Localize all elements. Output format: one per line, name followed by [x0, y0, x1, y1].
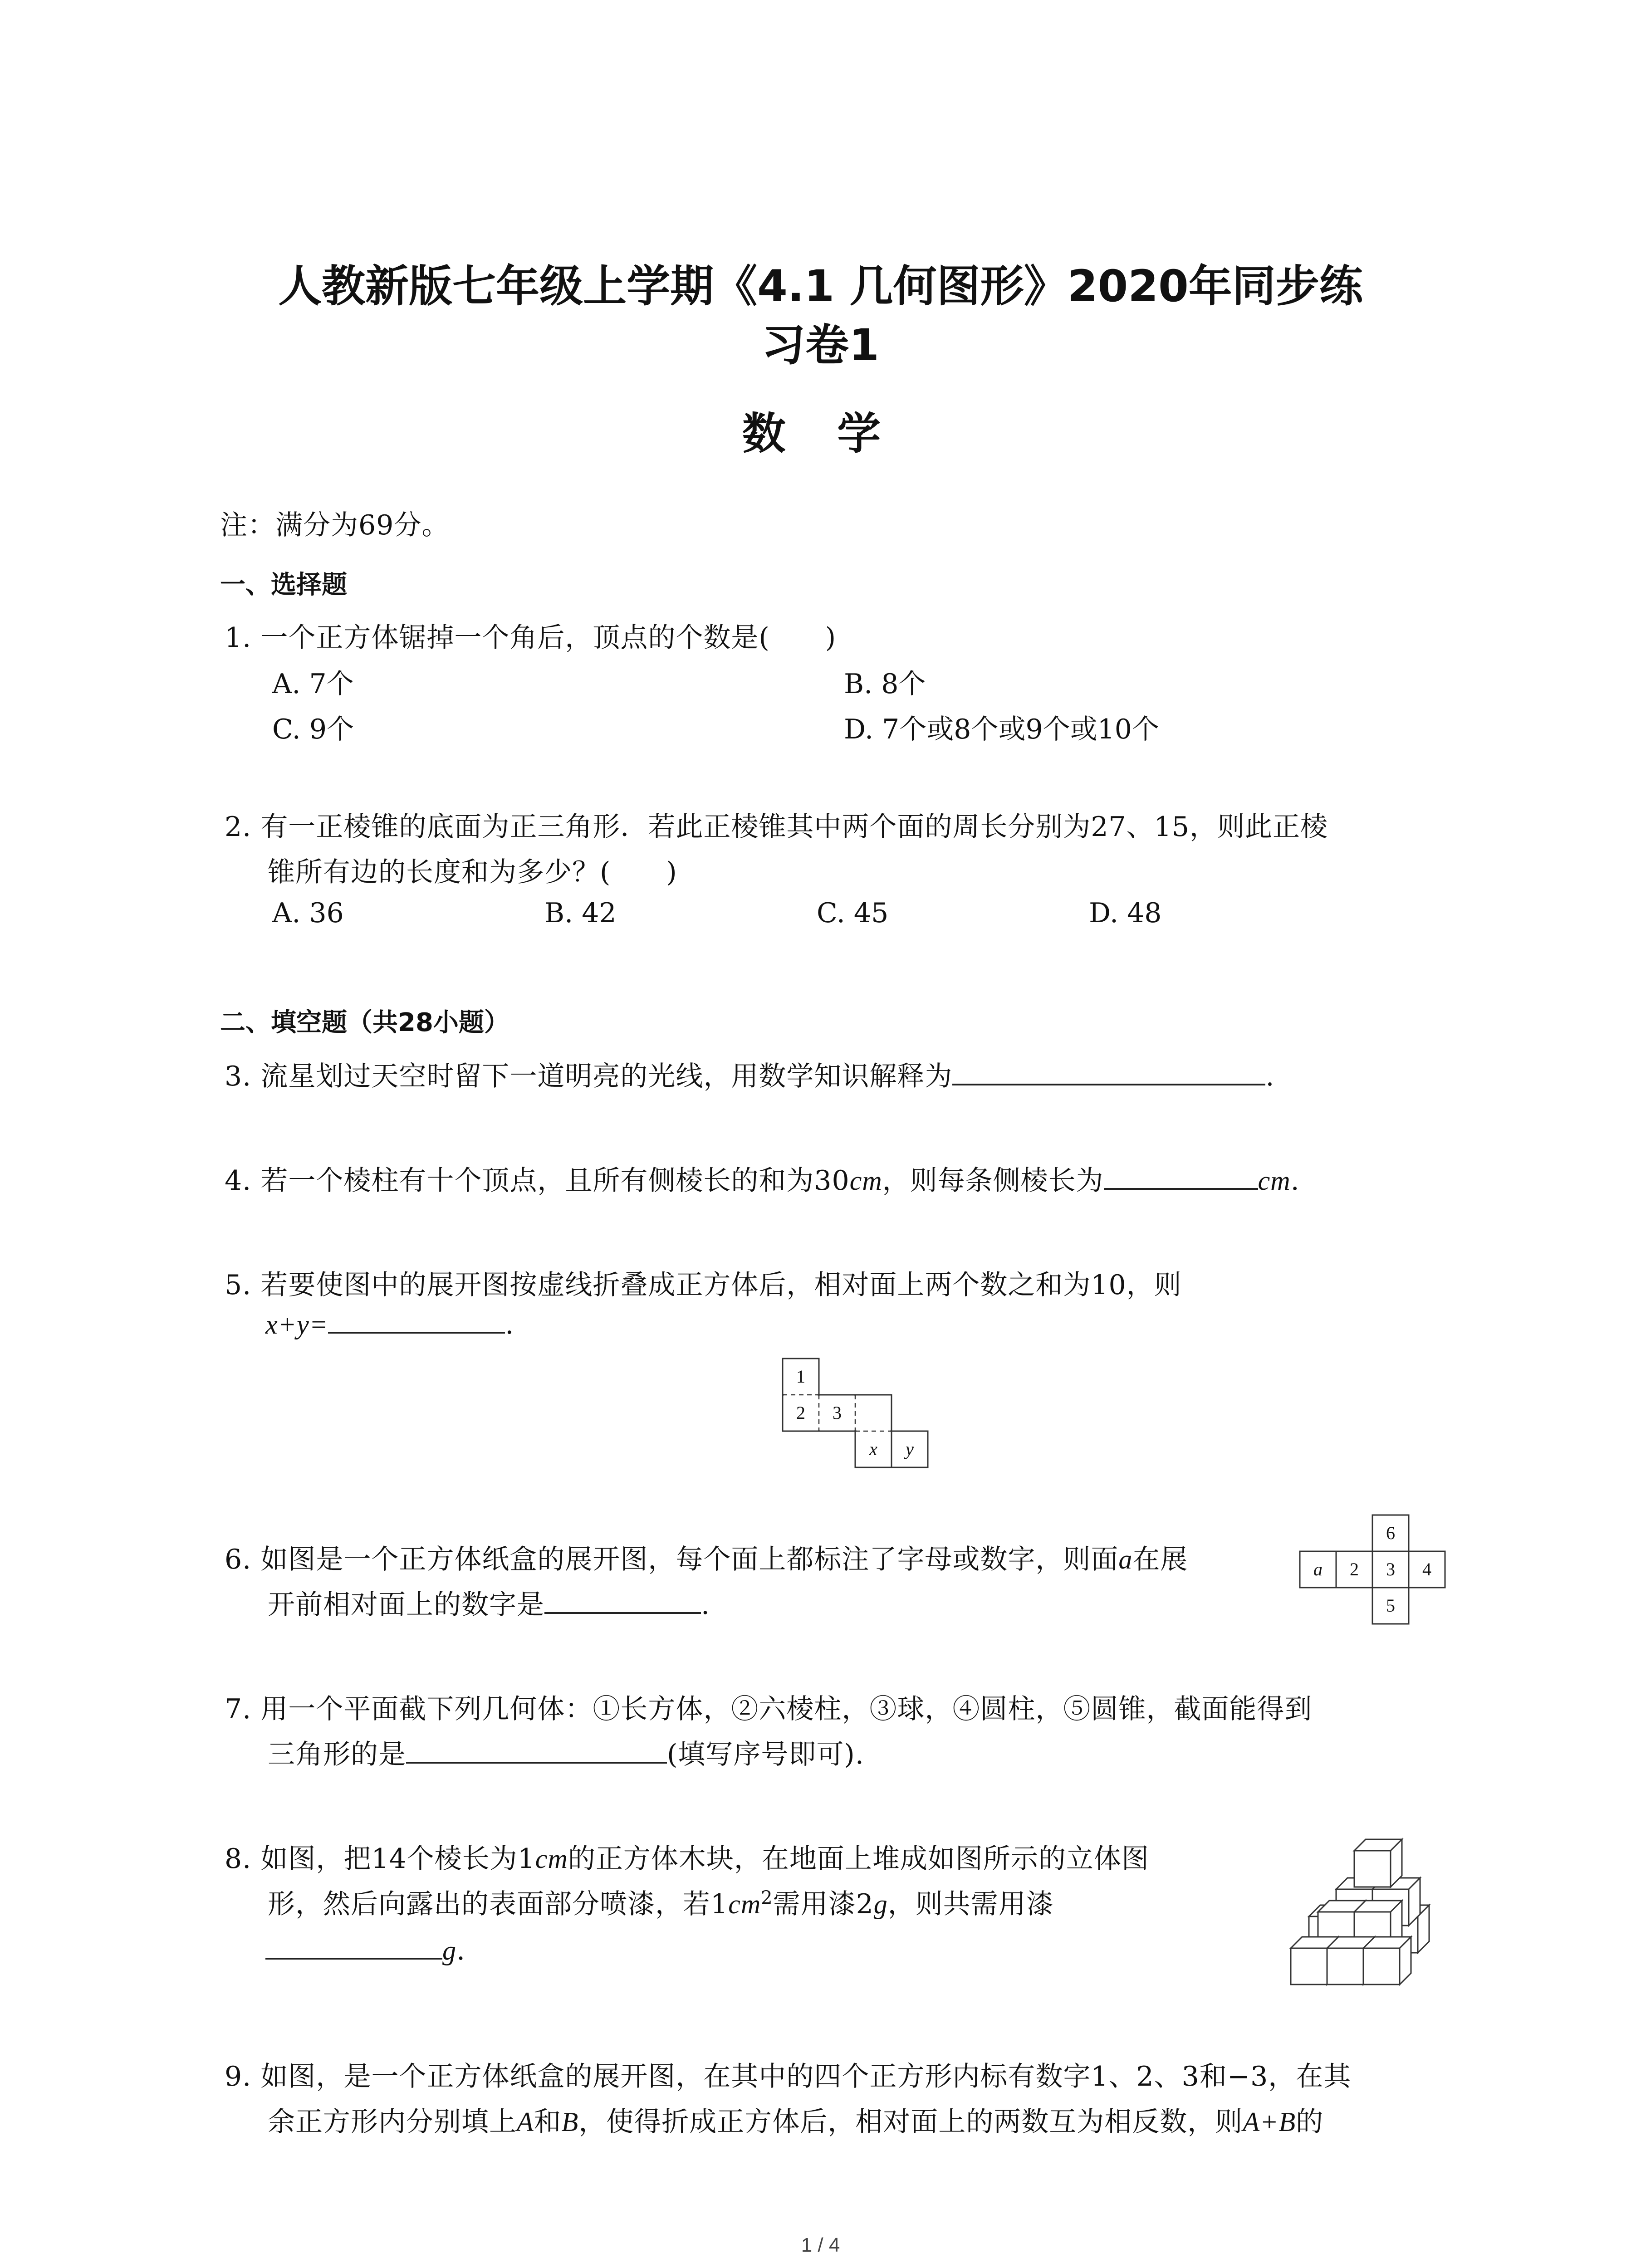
- question-5-cont: [265, 1309, 514, 1340]
- question-text: 需用漆2: [773, 1888, 874, 1920]
- net-label: 5: [1386, 1595, 1395, 1616]
- question-text: ，则共需用漆: [887, 1888, 1054, 1920]
- option-b: B. 42: [544, 897, 617, 929]
- net-label: 3: [833, 1403, 842, 1423]
- question-text: 一个正方体锯掉一个角后，顶点的个数是( ): [260, 622, 837, 654]
- page-title: 人教新版七年级上学期《4.1 几何图形》2020年同步练: [278, 261, 1363, 312]
- net-label: 4: [1422, 1559, 1431, 1579]
- variable-a: a: [1118, 1545, 1133, 1574]
- variable-A: A: [517, 2107, 534, 2137]
- question-text: 如图，是一个正方体纸盒的展开图，在其中的四个正方形内标有数字1、2、3和−3，在其: [260, 2061, 1352, 2092]
- cube-net-figure-q6: [1295, 1513, 1450, 1631]
- question-6: [225, 1538, 1188, 1577]
- question-number: 1.: [225, 622, 252, 654]
- question-8: [225, 1837, 1149, 1876]
- question-number: 3.: [225, 1061, 252, 1092]
- stacked-cubes-figure: [1288, 1833, 1461, 1991]
- question-8-answer-line: [265, 1935, 465, 1966]
- period: .: [701, 1589, 710, 1621]
- net-label: 6: [1386, 1523, 1395, 1543]
- unit-cm: cm: [1258, 1166, 1291, 1196]
- question-text-b: (填写序号即可).: [667, 1739, 864, 1770]
- question-text: 用一个平面截下列几何体：①长方体，②六棱柱，③球，④圆柱，⑤圆锥，截面能得到: [260, 1693, 1313, 1725]
- net-label: x: [869, 1439, 877, 1459]
- section-heading-fill: 二、填空题（共28小题）: [220, 1008, 509, 1037]
- unit-g: g: [442, 1936, 456, 1965]
- answer-blank[interactable]: [1104, 1188, 1258, 1190]
- question-text: 如图，把14个棱长为1: [260, 1843, 535, 1875]
- question-number: 7.: [225, 1693, 252, 1725]
- cube: [1363, 1937, 1411, 1984]
- net-label: 3: [1386, 1559, 1395, 1579]
- question-9: [225, 2055, 1351, 2094]
- cube-net-figure-q5: [780, 1356, 944, 1479]
- period: .: [1290, 1165, 1300, 1197]
- question-text-b: ，则每条侧棱长为: [882, 1165, 1104, 1197]
- question-text: 和: [534, 2106, 562, 2138]
- answer-blank[interactable]: [265, 1957, 442, 1960]
- question-number: 8.: [225, 1843, 252, 1875]
- question-number: 2.: [225, 811, 252, 843]
- net-label: 1: [796, 1366, 805, 1387]
- question-5: [225, 1263, 1182, 1302]
- question-number: 9.: [225, 2061, 252, 2092]
- unit-g: g: [873, 1889, 888, 1919]
- question-text: 如图是一个正方体纸盒的展开图，每个面上都标注了字母或数字，则面: [260, 1544, 1119, 1575]
- option-a: A. 36: [272, 897, 344, 929]
- net-cell: [855, 1395, 892, 1431]
- option-c: C. 9个: [272, 714, 354, 745]
- period: .: [1265, 1061, 1275, 1092]
- question-text-b: 的正方体木块，在地面上堆成如图所示的立体图: [568, 1843, 1149, 1875]
- cube: [1354, 1839, 1402, 1887]
- question-9-cont: [268, 2100, 1323, 2139]
- expression-x-plus-y: x+y=: [265, 1310, 328, 1339]
- score-note: 注：满分为69分。: [220, 509, 450, 541]
- question-number: 4.: [225, 1165, 252, 1197]
- question-text: 形，然后向露出的表面部分喷漆，若1: [268, 1888, 729, 1920]
- question-text: 有一正棱锥的底面为正三角形．若此正棱锥其中两个面的周长分别为27、15，则此正棱: [260, 811, 1328, 843]
- question-7: [225, 1687, 1312, 1726]
- question-text: 三角形的是: [268, 1739, 406, 1770]
- answer-blank[interactable]: [328, 1331, 505, 1334]
- unit-cm: cm: [535, 1844, 568, 1874]
- question-number: 6.: [225, 1544, 252, 1575]
- question-text: 开前相对面上的数字是: [268, 1589, 544, 1621]
- question-7-cont: [268, 1733, 864, 1772]
- option-c: C. 45: [817, 897, 889, 929]
- option-a: A. 7个: [272, 668, 354, 700]
- net-label: 2: [796, 1403, 805, 1423]
- option-d: D. 7个或8个或9个或10个: [844, 714, 1159, 745]
- period: .: [456, 1935, 466, 1966]
- option-d: D. 48: [1089, 897, 1162, 929]
- net-label: a: [1313, 1559, 1323, 1579]
- question-6-cont: [268, 1583, 710, 1622]
- question-text: 若一个棱柱有十个顶点，且所有侧棱长的和为30: [260, 1165, 850, 1197]
- section-heading-choice: 一、选择题: [220, 570, 347, 600]
- unit-cm: cm: [849, 1166, 882, 1196]
- answer-blank[interactable]: [544, 1612, 701, 1614]
- question-2-cont: 锥所有边的长度和为多少？( ): [268, 856, 677, 888]
- question-text-b: 在展: [1132, 1544, 1188, 1575]
- unit-cm: cm: [728, 1889, 761, 1919]
- variable-B: B: [561, 2107, 579, 2137]
- net-label: 2: [1350, 1559, 1359, 1579]
- option-b: B. 8个: [844, 668, 926, 700]
- period: .: [505, 1309, 514, 1340]
- answer-blank[interactable]: [406, 1761, 667, 1764]
- question-2: [225, 805, 1328, 844]
- exponent: 2: [761, 1887, 773, 1908]
- question-text: 若要使图中的展开图按虚线折叠成正方体后，相对面上两个数之和为10，则: [260, 1269, 1182, 1301]
- expression-a-plus-b: A+B: [1243, 2107, 1296, 2137]
- question-text: ，使得折成正方体后，相对面上的两数互为相反数，则: [578, 2106, 1243, 2138]
- question-number: 5.: [225, 1269, 252, 1301]
- net-label: y: [906, 1439, 914, 1459]
- subject-title: 数 学: [742, 408, 899, 459]
- question-1: [225, 616, 836, 655]
- question-8-cont: [268, 1882, 1054, 1921]
- page-title-line2: 习卷1: [762, 320, 879, 371]
- question-text: 余正方形内分别填上: [268, 2106, 517, 2138]
- question-text: 的: [1296, 2106, 1324, 2138]
- question-3: [225, 1055, 1274, 1094]
- question-4: [225, 1159, 1300, 1198]
- answer-blank[interactable]: [952, 1083, 1265, 1085]
- page-number: 1 / 4: [801, 2234, 840, 2256]
- question-text: 流星划过天空时留下一道明亮的光线，用数学知识解释为: [260, 1061, 953, 1092]
